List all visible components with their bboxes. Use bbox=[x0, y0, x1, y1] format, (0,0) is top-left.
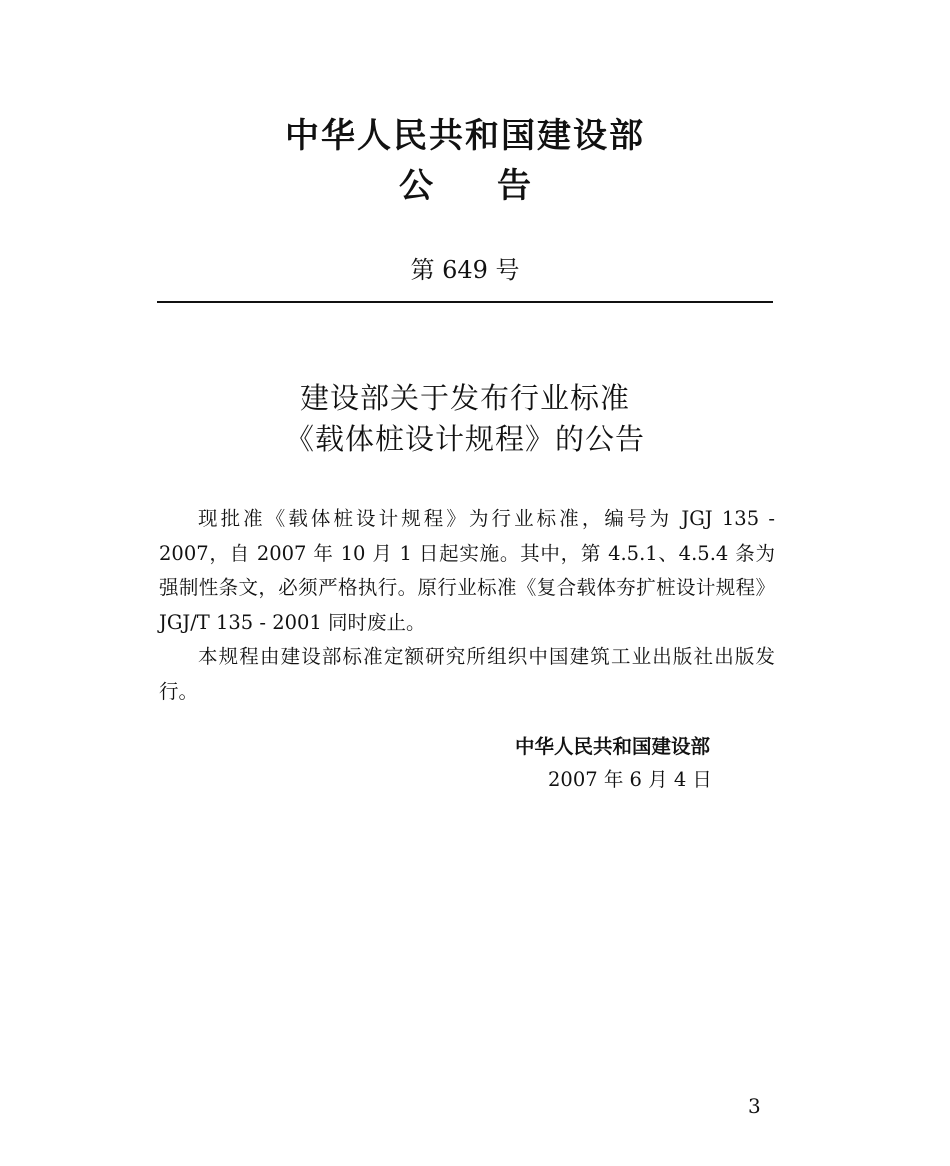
page-number: 3 bbox=[748, 1094, 761, 1118]
signature-date: 2007 年 6 月 4 日 bbox=[548, 768, 712, 791]
announcement-body bbox=[159, 502, 775, 709]
subject-line-2: 《载体桩设计规程》的公告 bbox=[284, 422, 645, 456]
document-type-heading bbox=[0, 162, 930, 210]
signature-issuer: 中华人民共和国建设部 bbox=[515, 735, 711, 758]
announcement-number: 第 649 号 bbox=[410, 256, 520, 284]
subject-line-1: 建设部关于发布行业标准 bbox=[299, 381, 630, 415]
document-type-char-1: 公 bbox=[399, 166, 433, 206]
header-divider bbox=[157, 301, 773, 303]
issuer-title: 中华人民共和国建设部 bbox=[285, 116, 645, 156]
document-type-char-2: 告 bbox=[497, 166, 531, 206]
body-paragraph-2: 本规程由建设部标准定额研究所组织中国建筑工业出版社出版发行。 bbox=[159, 645, 775, 703]
body-paragraph-1: 现批准《载体桩设计规程》为行业标准，编号为 JGJ 135 - 2007，自 2007 年 10 月 1 日起实施。其中，第 4.5.1、4.5.4 条为强制性条文，必须严格执行。原行业标准《复合载体夯扩桩设计规程》JGJ/T 135 - 2001 同时废止。 bbox=[159, 507, 775, 634]
